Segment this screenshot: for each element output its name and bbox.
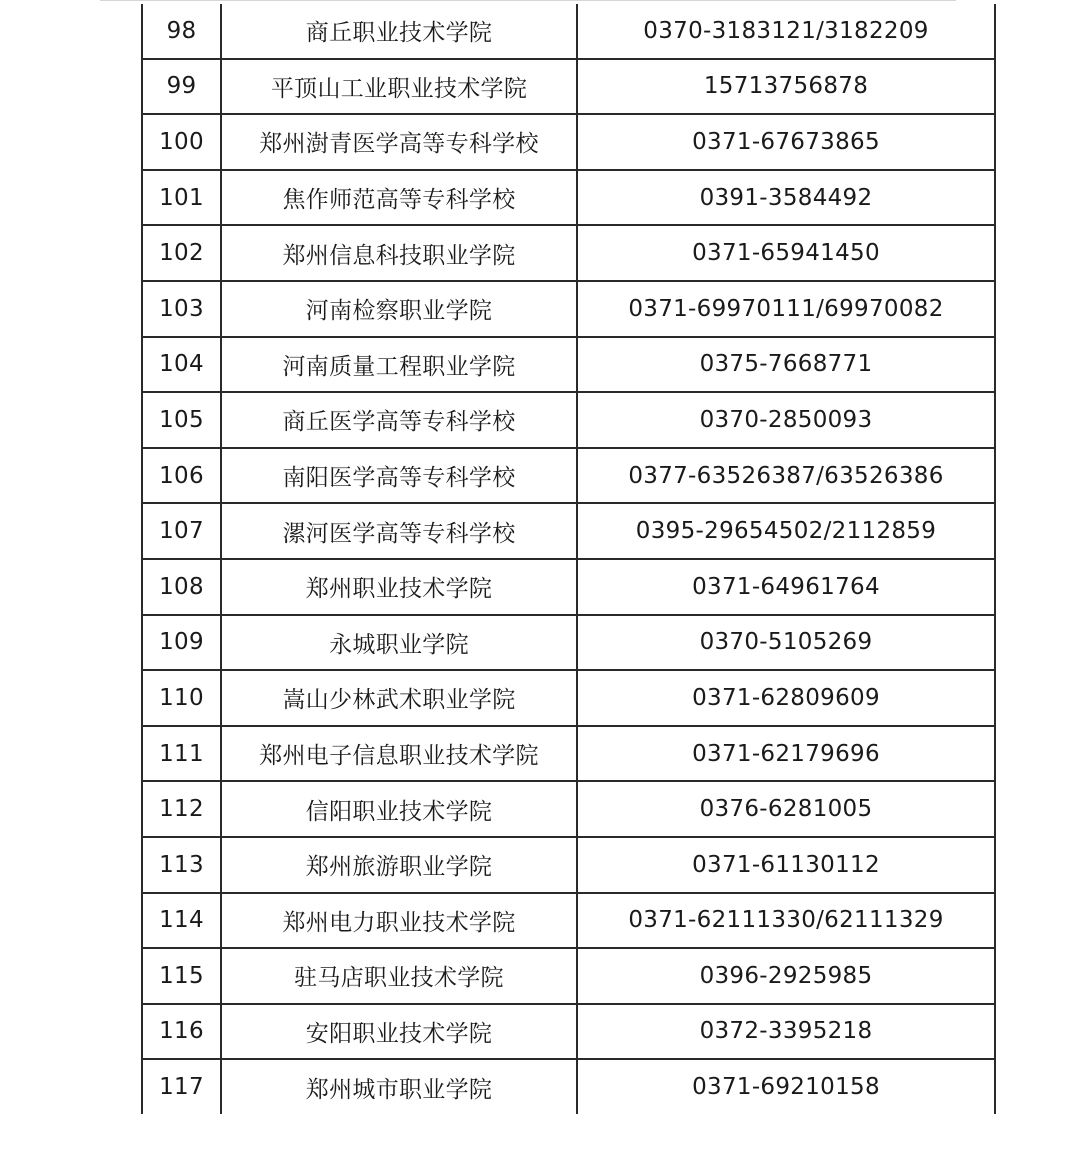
- table-row: [142, 503, 995, 559]
- row-number: 113: [142, 837, 221, 893]
- table-row: [142, 448, 995, 504]
- row-number: 107: [142, 503, 221, 559]
- table-row: [142, 837, 995, 893]
- row-number: 114: [142, 893, 221, 949]
- school-name: 河南检察职业学院: [221, 281, 577, 337]
- school-name: 信阳职业技术学院: [221, 781, 577, 837]
- row-number: 102: [142, 225, 221, 281]
- row-number: 110: [142, 670, 221, 726]
- row-number: 112: [142, 781, 221, 837]
- school-name: 安阳职业技术学院: [221, 1004, 577, 1060]
- school-name: 郑州城市职业学院: [221, 1059, 577, 1114]
- school-name: 焦作师范高等专科学校: [221, 170, 577, 226]
- row-number: 101: [142, 170, 221, 226]
- row-number: 108: [142, 559, 221, 615]
- phone-number: 0395-29654502/2112859: [577, 503, 995, 559]
- table-row: [142, 59, 995, 115]
- school-name: 郑州旅游职业学院: [221, 837, 577, 893]
- row-number: 115: [142, 948, 221, 1004]
- table-row: [142, 4, 995, 59]
- row-number: 116: [142, 1004, 221, 1060]
- table-row: [142, 1004, 995, 1060]
- phone-number: 0376-6281005: [577, 781, 995, 837]
- row-number: 98: [142, 4, 221, 59]
- phone-number: 0370-3183121/3182209: [577, 4, 995, 59]
- phone-number: 0375-7668771: [577, 337, 995, 393]
- row-number: 99: [142, 59, 221, 115]
- row-number: 100: [142, 114, 221, 170]
- table-row: [142, 337, 995, 393]
- table-row: [142, 615, 995, 671]
- row-number: 109: [142, 615, 221, 671]
- school-name: 商丘职业技术学院: [221, 4, 577, 59]
- school-name: 郑州电子信息职业技术学院: [221, 726, 577, 782]
- row-number: 103: [142, 281, 221, 337]
- phone-number: 0371-69210158: [577, 1059, 995, 1114]
- phone-number: 0371-69970111/69970082: [577, 281, 995, 337]
- table-row: [142, 392, 995, 448]
- row-number: 117: [142, 1059, 221, 1114]
- phone-number: 0372-3395218: [577, 1004, 995, 1060]
- table-row: [142, 781, 995, 837]
- phone-number: 15713756878: [577, 59, 995, 115]
- school-name: 驻马店职业技术学院: [221, 948, 577, 1004]
- phone-number: 0371-67673865: [577, 114, 995, 170]
- row-number: 105: [142, 392, 221, 448]
- table-row: [142, 726, 995, 782]
- school-name: 嵩山少林武术职业学院: [221, 670, 577, 726]
- row-number: 104: [142, 337, 221, 393]
- school-name: 郑州职业技术学院: [221, 559, 577, 615]
- phone-number: 0370-5105269: [577, 615, 995, 671]
- table-row: [142, 281, 995, 337]
- table-row: [142, 225, 995, 281]
- phone-number: 0371-65941450: [577, 225, 995, 281]
- school-name: 永城职业学院: [221, 615, 577, 671]
- phone-number: 0371-64961764: [577, 559, 995, 615]
- school-name: 漯河医学高等专科学校: [221, 503, 577, 559]
- school-name: 南阳医学高等专科学校: [221, 448, 577, 504]
- phone-number: 0371-62179696: [577, 726, 995, 782]
- row-number: 106: [142, 448, 221, 504]
- table-row: [142, 170, 995, 226]
- school-name: 郑州澍青医学高等专科学校: [221, 114, 577, 170]
- phone-number: 0370-2850093: [577, 392, 995, 448]
- phone-number: 0391-3584492: [577, 170, 995, 226]
- school-name: 郑州信息科技职业学院: [221, 225, 577, 281]
- table-row: [142, 893, 995, 949]
- phone-number: 0371-61130112: [577, 837, 995, 893]
- contact-table: [141, 4, 996, 1114]
- school-name: 商丘医学高等专科学校: [221, 392, 577, 448]
- phone-number: 0371-62111330/62111329: [577, 893, 995, 949]
- school-name: 河南质量工程职业学院: [221, 337, 577, 393]
- phone-number: 0371-62809609: [577, 670, 995, 726]
- contact-table-container: [141, 4, 992, 1114]
- table-row: [142, 670, 995, 726]
- row-number: 111: [142, 726, 221, 782]
- table-row: [142, 1059, 995, 1114]
- phone-number: 0396-2925985: [577, 948, 995, 1004]
- table-row: [142, 559, 995, 615]
- school-name: 平顶山工业职业技术学院: [221, 59, 577, 115]
- phone-number: 0377-63526387/63526386: [577, 448, 995, 504]
- table-row: [142, 114, 995, 170]
- table-row: [142, 948, 995, 1004]
- school-name: 郑州电力职业技术学院: [221, 893, 577, 949]
